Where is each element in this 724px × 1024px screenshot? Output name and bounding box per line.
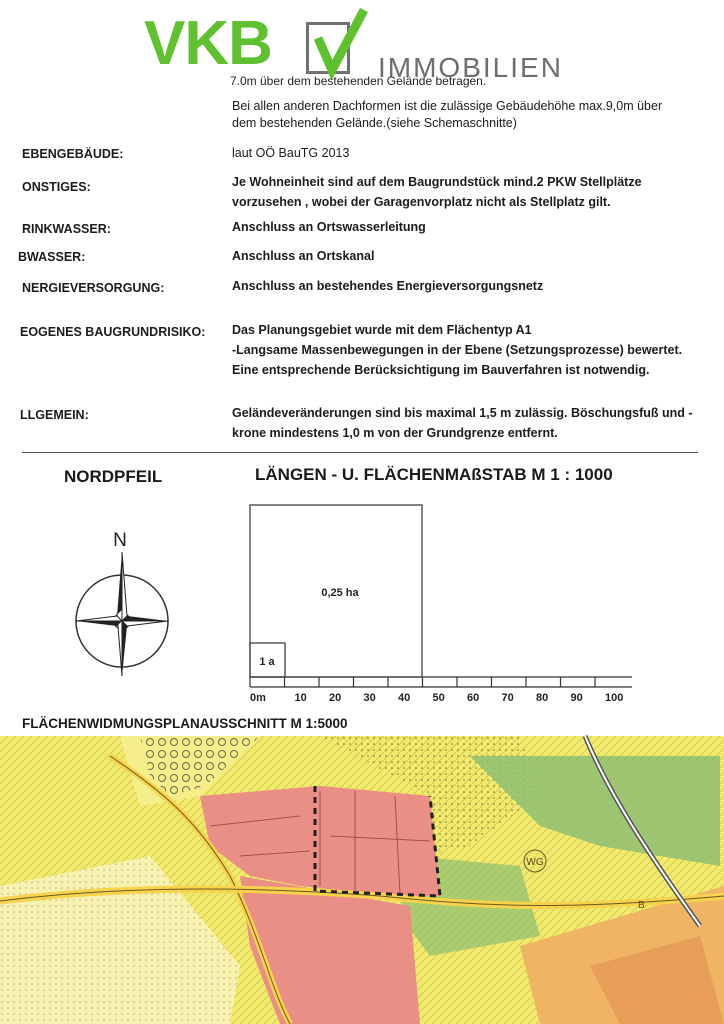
value-line: Geländeveränderungen sind bis maximal 1,5 m zulässig. Böschungsfuß und - bbox=[232, 406, 693, 420]
label-trinkwasser: RINKWASSER: bbox=[22, 222, 111, 236]
zoning-map bbox=[0, 736, 724, 1024]
scale-tick-label: 40 bbox=[398, 692, 411, 704]
logo-subtitle: IMMOBILIEN bbox=[378, 52, 563, 83]
scale-tick-label: 0m bbox=[250, 692, 266, 704]
height-line-3: dem bestehenden Gelände.(siehe Schemaschnitte) bbox=[232, 116, 517, 130]
label-sonstiges: ONSTIGES: bbox=[22, 180, 91, 194]
value-line: laut OÖ BauTG 2013 bbox=[232, 146, 350, 160]
value-line: krone mindestens 1,0 m von der Grundgrenze entfernt. bbox=[232, 426, 558, 440]
value-allgemein bbox=[232, 403, 693, 443]
scale-diagram bbox=[250, 505, 640, 705]
value-line: vorzusehen , wobei der Garagenvorplatz nicht als Stellplatz gilt. bbox=[232, 195, 611, 209]
scale-tick-label: 20 bbox=[329, 692, 342, 704]
value-line: Anschluss an bestehendes Energieversorgungsnetz bbox=[232, 279, 544, 293]
north-letter: N bbox=[113, 530, 127, 551]
clipped-text: 7.0m über dem bestehenden Gelände betragen. bbox=[230, 74, 487, 88]
scale-tick-label: 60 bbox=[467, 692, 480, 704]
value-line: Je Wohneinheit sind auf dem Baugrundstück mind.2 PKW Stellplätze bbox=[232, 175, 642, 189]
north-arrow-icon bbox=[70, 528, 174, 678]
value-sonstiges bbox=[232, 172, 642, 212]
label-abwasser: BWASSER: bbox=[18, 250, 86, 264]
wg-label: WG bbox=[526, 857, 544, 868]
value-baugrundrisiko bbox=[232, 320, 682, 380]
label-baugrundrisiko: EOGENES BAUGRUNDRISIKO: bbox=[20, 325, 206, 339]
label-energieversorgung: NERGIEVERSORGUNG: bbox=[22, 281, 165, 295]
zoning-title: FLÄCHENWIDMUNGSPLANAUSSCHNITT M 1:5000 bbox=[22, 716, 348, 731]
section-divider bbox=[22, 452, 698, 453]
north-arrow-title: NORDPFEIL bbox=[64, 467, 163, 486]
height-line-2: Bei allen anderen Dachformen ist die zulässige Gebäudehöhe max.9,0m über bbox=[232, 99, 663, 113]
label-nebengebaeude: EBENGEBÄUDE: bbox=[22, 147, 124, 161]
value-nebengebaeude bbox=[232, 143, 349, 163]
value-abwasser bbox=[232, 246, 374, 266]
value-energieversorgung bbox=[232, 276, 543, 296]
big-square-label: 0,25 ha bbox=[321, 587, 359, 599]
height-paragraph bbox=[232, 98, 662, 132]
value-line: Das Planungsgebiet wurde mit dem Flächentyp A1 bbox=[232, 323, 532, 337]
scale-tick-label: 50 bbox=[432, 692, 445, 704]
label-allgemein: LLGEMEIN: bbox=[20, 408, 89, 422]
b-label: B bbox=[638, 900, 645, 911]
value-line: Eine entsprechende Berücksichtigung im Bauverfahren ist notwendig. bbox=[232, 363, 650, 377]
scale-tick-label: 10 bbox=[294, 692, 307, 704]
checkmark-icon bbox=[312, 8, 372, 78]
value-line: -Langsame Massenbewegungen in der Ebene (Setzungsprozesse) bewertet. bbox=[232, 343, 683, 357]
small-square-label: 1 a bbox=[259, 656, 275, 668]
value-trinkwasser bbox=[232, 217, 426, 237]
scale-title: LÄNGEN - U. FLÄCHENMAßSTAB M 1 : 1000 bbox=[255, 465, 613, 484]
scale-tick-label: 100 bbox=[605, 692, 624, 704]
value-line: Anschluss an Ortswasserleitung bbox=[232, 220, 426, 234]
scale-tick-label: 30 bbox=[363, 692, 376, 704]
logo-brand-text: VKB bbox=[144, 9, 272, 78]
value-line: Anschluss an Ortskanal bbox=[232, 249, 375, 263]
scale-tick-label: 70 bbox=[501, 692, 514, 704]
scale-tick-label: 80 bbox=[536, 692, 549, 704]
scale-tick-label: 90 bbox=[570, 692, 583, 704]
clipped-text-line bbox=[230, 74, 487, 91]
